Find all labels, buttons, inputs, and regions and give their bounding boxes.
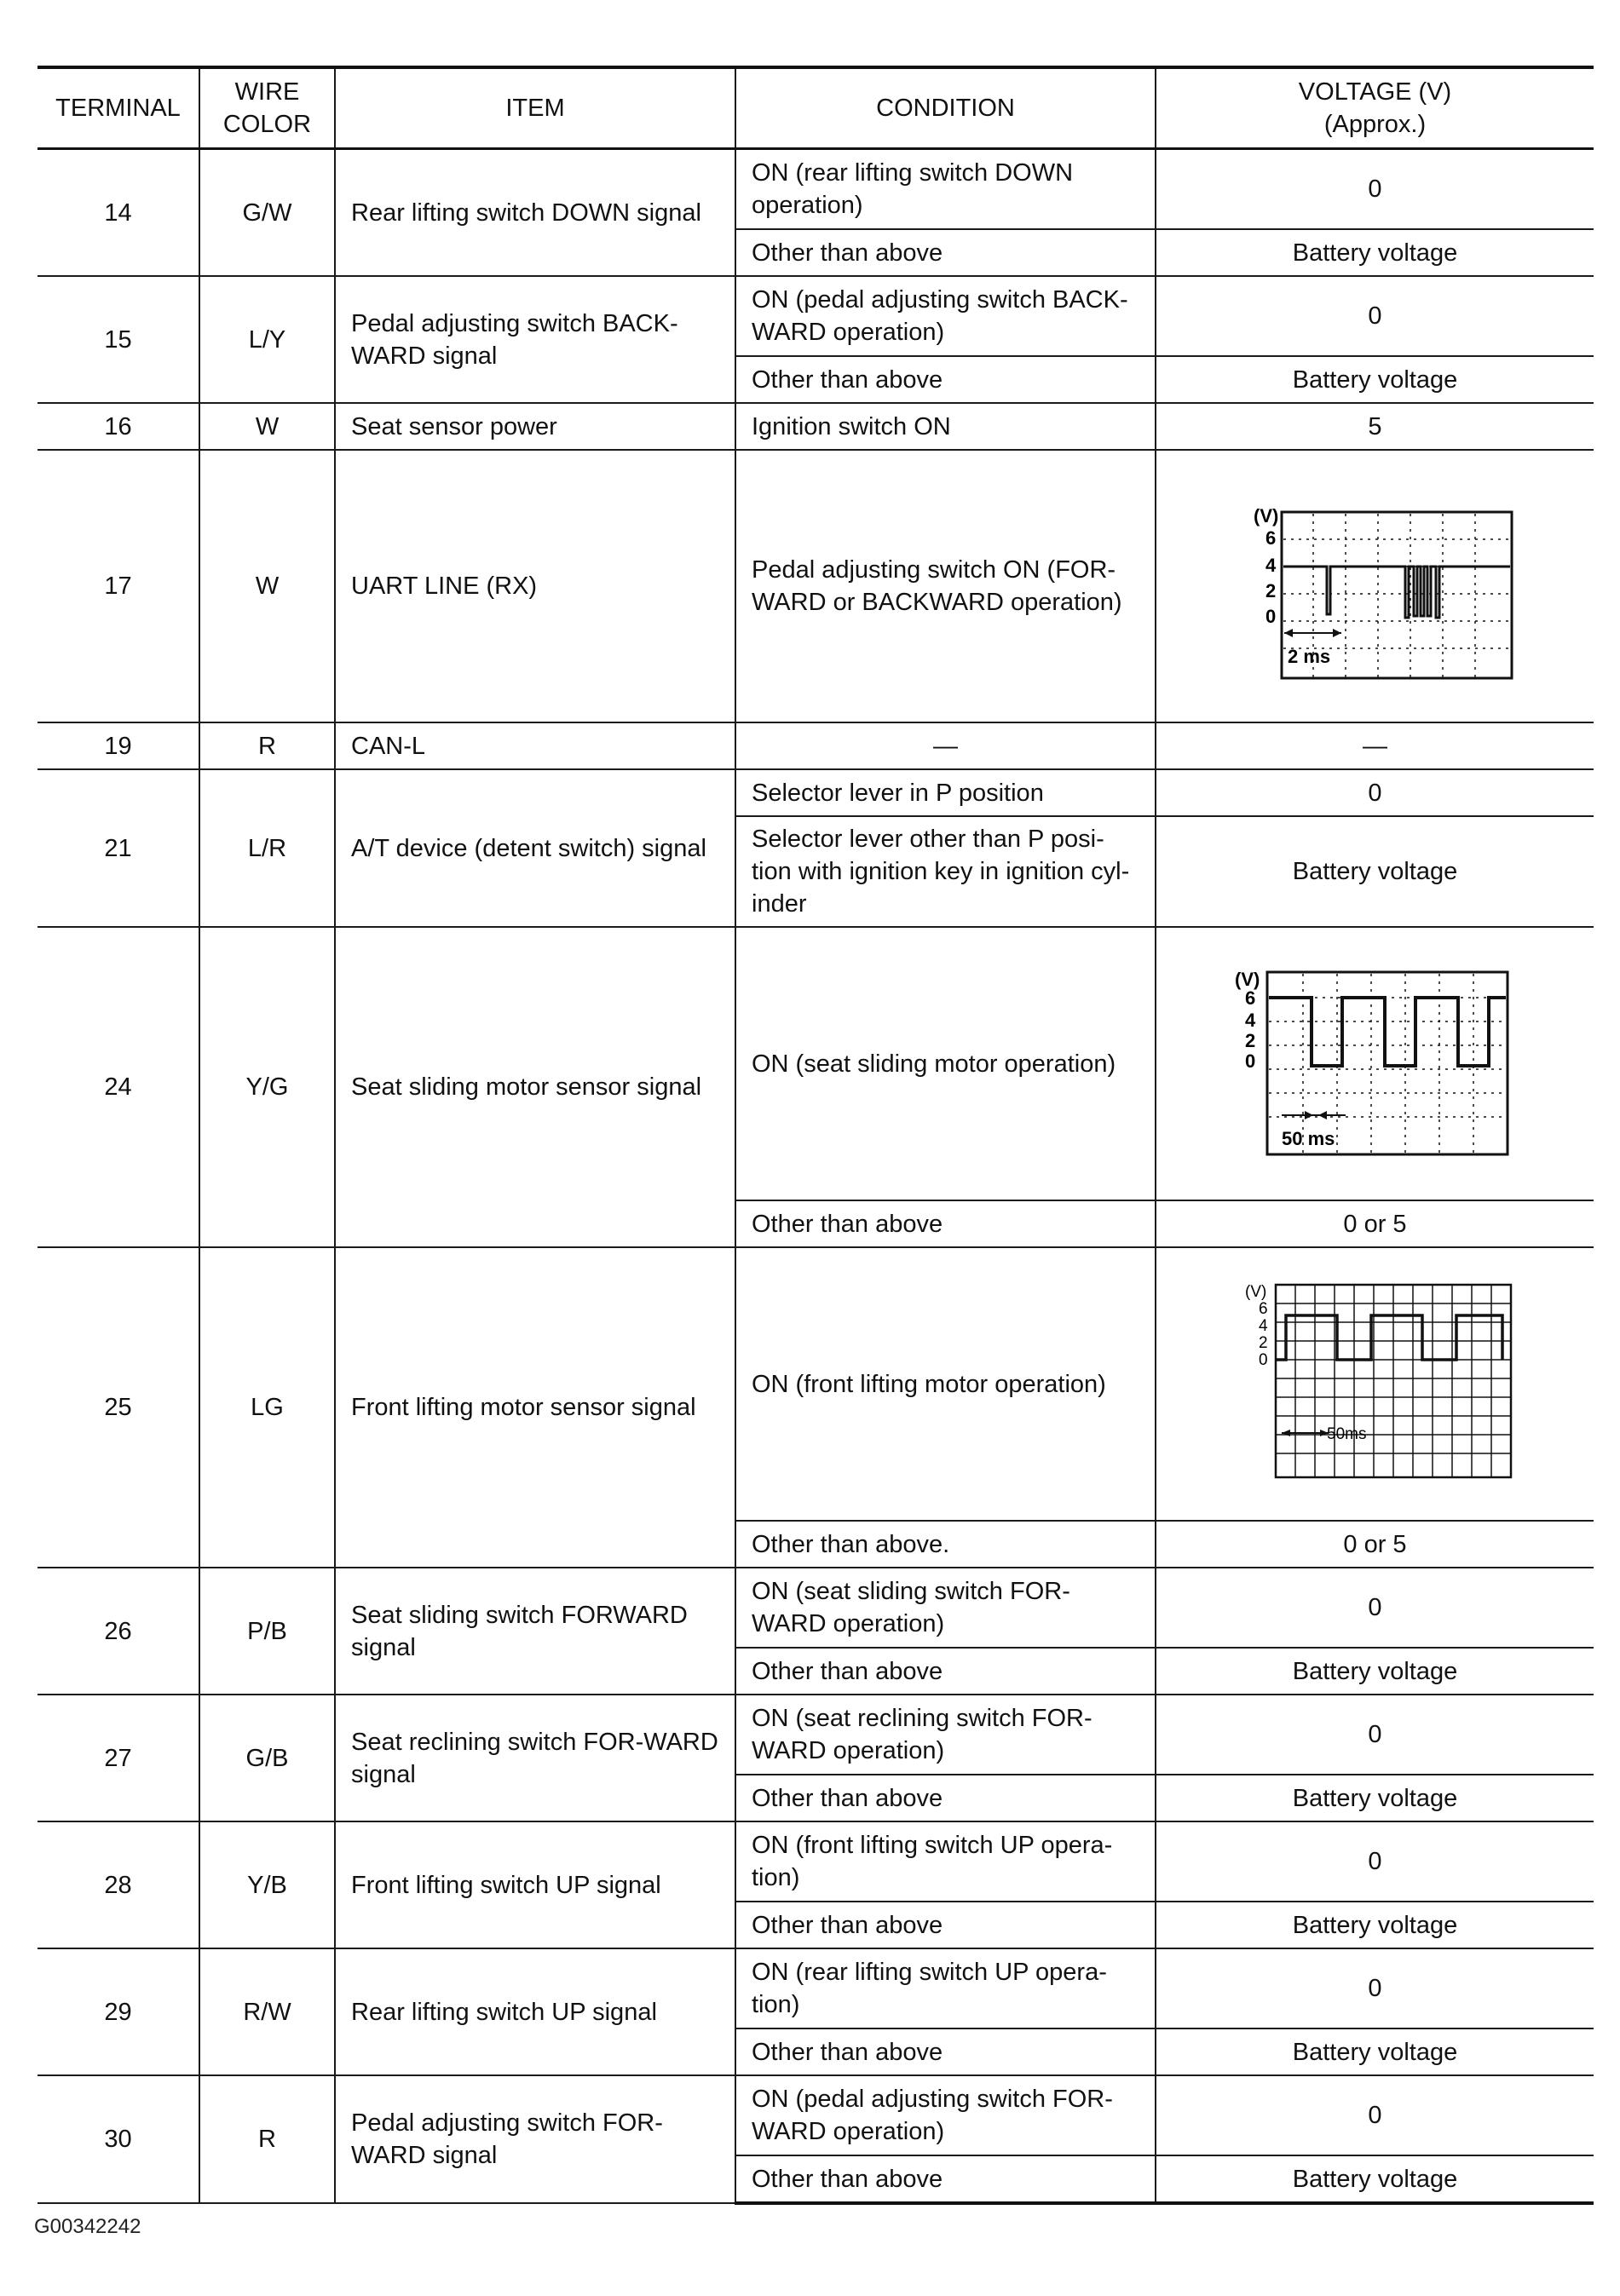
condition-cell: Ignition switch ON (735, 403, 1156, 450)
condition-cell: ON (seat reclining switch FOR-WARD operation) (735, 1695, 1156, 1775)
voltage-cell: 5 (1156, 403, 1594, 450)
table-row (37, 1948, 1594, 2028)
scope-tick-label: 4 (1258, 1316, 1268, 1335)
condition-cell: Other than above (735, 1775, 1156, 1821)
header-wire-color: WIRE COLOR (199, 67, 335, 149)
voltage-cell: — (1156, 722, 1594, 769)
wire-color-cell: Y/B (199, 1821, 335, 1948)
voltage-cell: 0 (1156, 149, 1594, 230)
table-row (37, 403, 1594, 450)
item-cell: A/T device (detent switch) signal (335, 769, 735, 927)
wire-color-cell: W (199, 450, 335, 722)
table-row (37, 149, 1594, 230)
header-condition: CONDITION (735, 67, 1156, 149)
wire-color-cell: G/B (199, 1695, 335, 1821)
header-terminal: TERMINAL (37, 67, 199, 149)
wire-color-cell: R (199, 2075, 335, 2203)
voltage-cell: Battery voltage (1156, 816, 1594, 927)
voltage-cell: Battery voltage (1156, 356, 1594, 403)
waveform-cell (1156, 450, 1594, 722)
condition-cell: Selector lever other than P posi-tion with ignition key in ignition cyl-inder (735, 816, 1156, 927)
scope-time-label: 2 ms (1287, 646, 1330, 667)
voltage-cell: 0 (1156, 1948, 1594, 2028)
condition-cell: Other than above (735, 2028, 1156, 2075)
item-cell: UART LINE (RX) (335, 450, 735, 722)
condition-cell: Pedal adjusting switch ON (FOR-WARD or BACKWARD operation) (735, 450, 1156, 722)
terminal-cell: 21 (37, 769, 199, 927)
condition-cell: Other than above. (735, 1521, 1156, 1568)
wire-color-cell: L/R (199, 769, 335, 927)
item-cell: Seat sensor power (335, 403, 735, 450)
terminal-cell: 17 (37, 450, 199, 722)
voltage-cell: Battery voltage (1156, 1775, 1594, 1821)
figure-code: G00342242 (34, 2215, 141, 2238)
terminal-cell: 19 (37, 722, 199, 769)
condition-cell: ON (rear lifting switch DOWN operation) (735, 149, 1156, 230)
condition-cell: ON (front lifting switch UP opera-tion) (735, 1821, 1156, 1902)
condition-cell: Selector lever in P position (735, 769, 1156, 816)
terminal-cell: 29 (37, 1948, 199, 2075)
table-row (37, 722, 1594, 769)
wire-color-cell: R (199, 722, 335, 769)
wire-color-cell: LG (199, 1247, 335, 1568)
terminal-cell: 30 (37, 2075, 199, 2203)
scope-tick-label: 6 (1244, 987, 1255, 1009)
voltage-cell: 0 (1156, 2075, 1594, 2155)
scope-unit-label: (V) (1244, 1282, 1266, 1301)
scope-tick-label: 0 (1258, 1350, 1268, 1369)
scope-tick-label: 0 (1244, 1050, 1255, 1072)
terminal-cell: 28 (37, 1821, 199, 1948)
condition-cell: — (735, 722, 1156, 769)
uart-waveform-scope (1235, 488, 1516, 684)
item-cell: CAN-L (335, 722, 735, 769)
terminal-spec-sheet (37, 66, 1594, 2205)
item-cell: Rear lifting switch DOWN signal (335, 149, 735, 277)
terminal-cell: 26 (37, 1568, 199, 1695)
table-row (37, 769, 1594, 816)
waveform-cell (1156, 1247, 1594, 1521)
condition-cell: Other than above (735, 1200, 1156, 1247)
terminal-cell: 15 (37, 276, 199, 403)
item-cell: Seat sliding motor sensor signal (335, 927, 735, 1247)
item-cell: Front lifting motor sensor signal (335, 1247, 735, 1568)
item-cell: Pedal adjusting switch BACK-WARD signal (335, 276, 735, 403)
voltage-cell: 0 (1156, 1821, 1594, 1902)
table-row (37, 1247, 1594, 1521)
scope-tick-label: 6 (1265, 527, 1276, 549)
voltage-cell: 0 (1156, 769, 1594, 816)
voltage-cell: Battery voltage (1156, 2155, 1594, 2203)
voltage-cell: 0 (1156, 276, 1594, 356)
front-lifting-waveform-scope (1235, 1278, 1516, 1491)
terminal-cell: 27 (37, 1695, 199, 1821)
header-item: ITEM (335, 67, 735, 149)
voltage-cell: Battery voltage (1156, 1902, 1594, 1948)
item-cell: Front lifting switch UP signal (335, 1821, 735, 1948)
table-row (37, 1695, 1594, 1775)
condition-cell: ON (rear lifting switch UP opera-tion) (735, 1948, 1156, 2028)
terminal-cell: 16 (37, 403, 199, 450)
scope-tick-label: 4 (1244, 1009, 1255, 1031)
voltage-cell: Battery voltage (1156, 1648, 1594, 1695)
scope-tick-label: 6 (1258, 1299, 1268, 1318)
item-cell: Rear lifting switch UP signal (335, 1948, 735, 2075)
table-row (37, 927, 1594, 1200)
voltage-cell: 0 or 5 (1156, 1521, 1594, 1568)
condition-cell: ON (front lifting motor operation) (735, 1247, 1156, 1521)
terminal-cell: 14 (37, 149, 199, 277)
table-row (37, 2075, 1594, 2155)
condition-cell: Other than above (735, 2155, 1156, 2203)
scope-tick-label: 2 (1244, 1029, 1255, 1051)
condition-cell: Other than above (735, 229, 1156, 276)
scope-tick-label: 0 (1265, 606, 1276, 627)
item-cell: Seat reclining switch FOR-WARD signal (335, 1695, 735, 1821)
seat-sliding-waveform-scope (1235, 962, 1516, 1166)
wire-color-cell: P/B (199, 1568, 335, 1695)
condition-cell: Other than above (735, 1902, 1156, 1948)
condition-cell: Other than above (735, 356, 1156, 403)
scope-tick-label: 2 (1258, 1333, 1268, 1352)
scope-tick-label: 2 (1265, 580, 1276, 601)
scope-tick-label: 4 (1265, 555, 1276, 576)
condition-cell: ON (seat sliding motor operation) (735, 927, 1156, 1200)
scope-time-label: 50ms (1326, 1424, 1366, 1443)
item-cell: Seat sliding switch FORWARD signal (335, 1568, 735, 1695)
terminal-cell: 24 (37, 927, 199, 1247)
wire-color-cell: W (199, 403, 335, 450)
item-cell: Pedal adjusting switch FOR-WARD signal (335, 2075, 735, 2203)
wire-color-cell: R/W (199, 1948, 335, 2075)
header-row (37, 67, 1594, 149)
condition-cell: ON (pedal adjusting switch BACK-WARD operation) (735, 276, 1156, 356)
voltage-cell: Battery voltage (1156, 229, 1594, 276)
table-row (37, 1821, 1594, 1902)
terminal-table (37, 66, 1594, 2205)
waveform-cell (1156, 927, 1594, 1200)
wire-color-cell: G/W (199, 149, 335, 277)
wire-color-cell: L/Y (199, 276, 335, 403)
scope-unit-label: (V) (1253, 505, 1278, 527)
condition-cell: ON (seat sliding switch FOR-WARD operation) (735, 1568, 1156, 1648)
condition-cell: Other than above (735, 1648, 1156, 1695)
header-voltage: VOLTAGE (V) (Approx.) (1156, 67, 1594, 149)
scope-unit-label: (V) (1234, 968, 1260, 990)
table-row (37, 450, 1594, 722)
voltage-cell: 0 or 5 (1156, 1200, 1594, 1247)
terminal-cell: 25 (37, 1247, 199, 1568)
voltage-cell: 0 (1156, 1568, 1594, 1648)
table-row (37, 276, 1594, 356)
condition-cell: ON (pedal adjusting switch FOR-WARD operation) (735, 2075, 1156, 2155)
scope-time-label: 50 ms (1281, 1127, 1335, 1149)
table-row (37, 1568, 1594, 1648)
wire-color-cell: Y/G (199, 927, 335, 1247)
voltage-cell: 0 (1156, 1695, 1594, 1775)
voltage-cell: Battery voltage (1156, 2028, 1594, 2075)
